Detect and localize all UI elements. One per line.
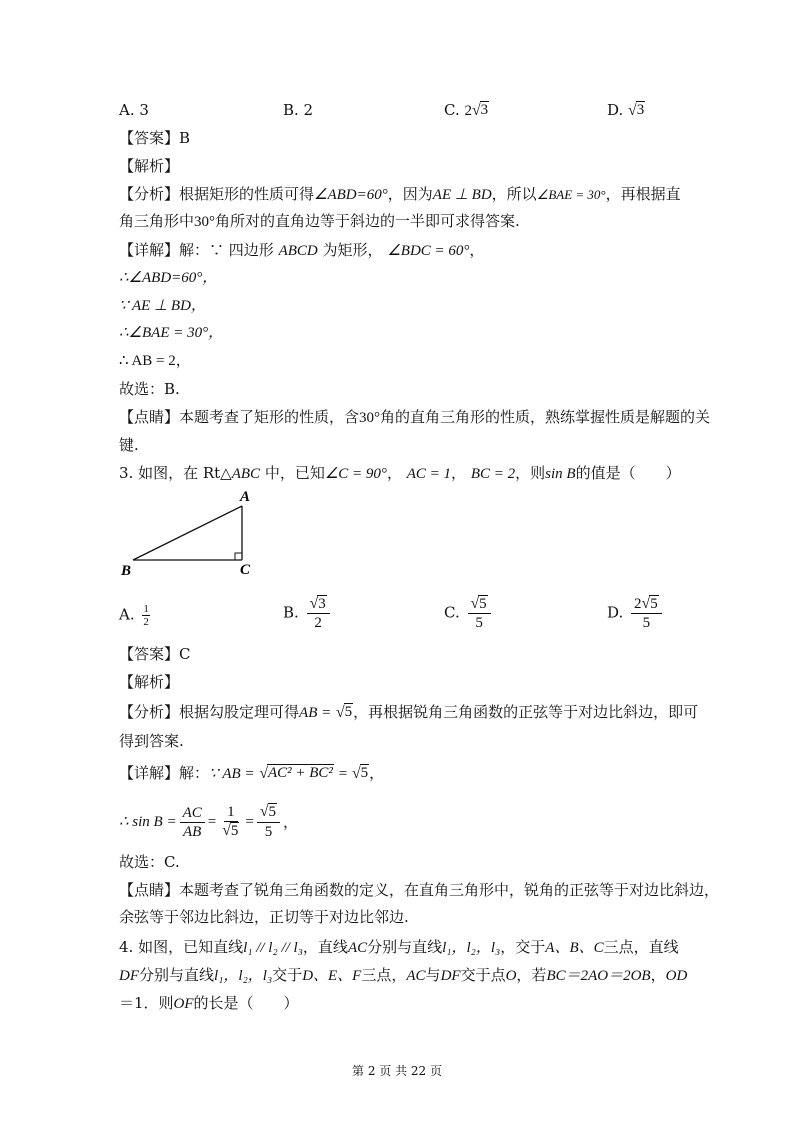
prev-fenxi-line1: 【分析】根据矩形的性质可得∠ABD=60°，因为AE ⊥ BD，所以∠BAE = 30°，再根据直 [119,185,681,203]
prev-answer: 【答案】B [119,129,191,147]
prev-fenxi-line2: 角三角形中30°角所对的直角边等于斜边的一半即可求得答案. [119,212,520,230]
prev-option-d: D. √ 3 [607,101,645,119]
q3-xiangjie-line1: 【详解】解：∵ AB = √ AC² + BC² = √ 5 ， [119,764,385,782]
q3-option-d: D. 2 √ 5 5 [607,595,665,632]
q4-line2: DF分别与直线l₁，l₂，l₃交于D、E、F三点，AC与DF交于点O，若BC＝2AO＝2OB，OD [119,966,688,984]
q3-jiexi: 【解析】 [119,673,180,691]
q3-fenxi-line2: 得到答案. [119,732,184,750]
vertex-label-c: C [240,562,251,578]
prev-step1: ∴∠ABD=60°， [119,270,218,286]
vertex-label-a: A [240,490,251,505]
right-angle-mark [235,553,242,560]
q3-option-c: C. √ 5 5 [444,595,494,632]
prev-option-a: A. 3 [119,101,149,119]
q3-option-b: B. √ 3 2 [283,595,333,632]
q3-xiangjie-line2: ∴ sin B = $\frac{AC}{AB}$ = 1 √ 5 = √ 5 5 ， [119,803,299,840]
q3-dianjing-line1: 【点睛】本题考查了锐角三角函数的定义，在直角三角形中，锐角的正弦等于对边比斜边， [119,881,720,899]
q3-fenxi-line1: 【分析】根据勾股定理可得AB = √ 5 ，再根据锐角三角函数的正弦等于对边比斜边，即可 [119,703,699,721]
q3-stem: 3. 如图，在 Rt△ABC 中，已知∠C = 90°， AC = 1， BC = 2，则sin B的值是（ ） [119,464,681,482]
prev-step4: ∴ AB = 2， [119,353,191,369]
prev-dianjing-line2: 键. [119,436,139,454]
q4-line3: ＝1．则OF的长是（ ） [119,994,299,1012]
side-ab [133,506,242,560]
prev-option-c: C. 2 √ 3 [444,101,489,119]
prev-option-b: B. 2 [283,101,314,119]
q3-gu-xuan: 故选：C. [119,853,180,871]
triangle-figure [119,490,279,580]
vertex-label-b: B [121,563,132,579]
prev-xiangjie-line1: 【详解】解：∵ 四边形 ABCD 为矩形， ∠BDC = 60°， [119,241,485,259]
q3-answer: 【答案】C [119,645,191,663]
prev-gu-xuan: 故选：B. [119,380,180,398]
prev-jiexi: 【解析】 [119,157,180,175]
prev-dianjing-line1: 【点睛】本题考查了矩形的性质，含30°角的直角三角形的性质，熟练掌握性质是解题的关 [119,408,711,426]
prev-step3: ∴∠BAE = 30°， [119,325,224,341]
q4-line1: 4. 如图，已知直线l₁ // l₂ // l₃，直线AC分别与直线l₁，l₂，l₃，交于A、B、C三点，直线 [119,938,679,956]
q3-option-a: A. $\frac{1}{2}$ [119,603,149,628]
q3-dianjing-line2: 余弦等于邻边比斜边，正切等于对边比邻边. [119,908,409,926]
page-footer: 第 2 页 共 22 页 [352,1064,442,1078]
prev-step2: ∵ AE ⊥ BD， [119,298,206,314]
